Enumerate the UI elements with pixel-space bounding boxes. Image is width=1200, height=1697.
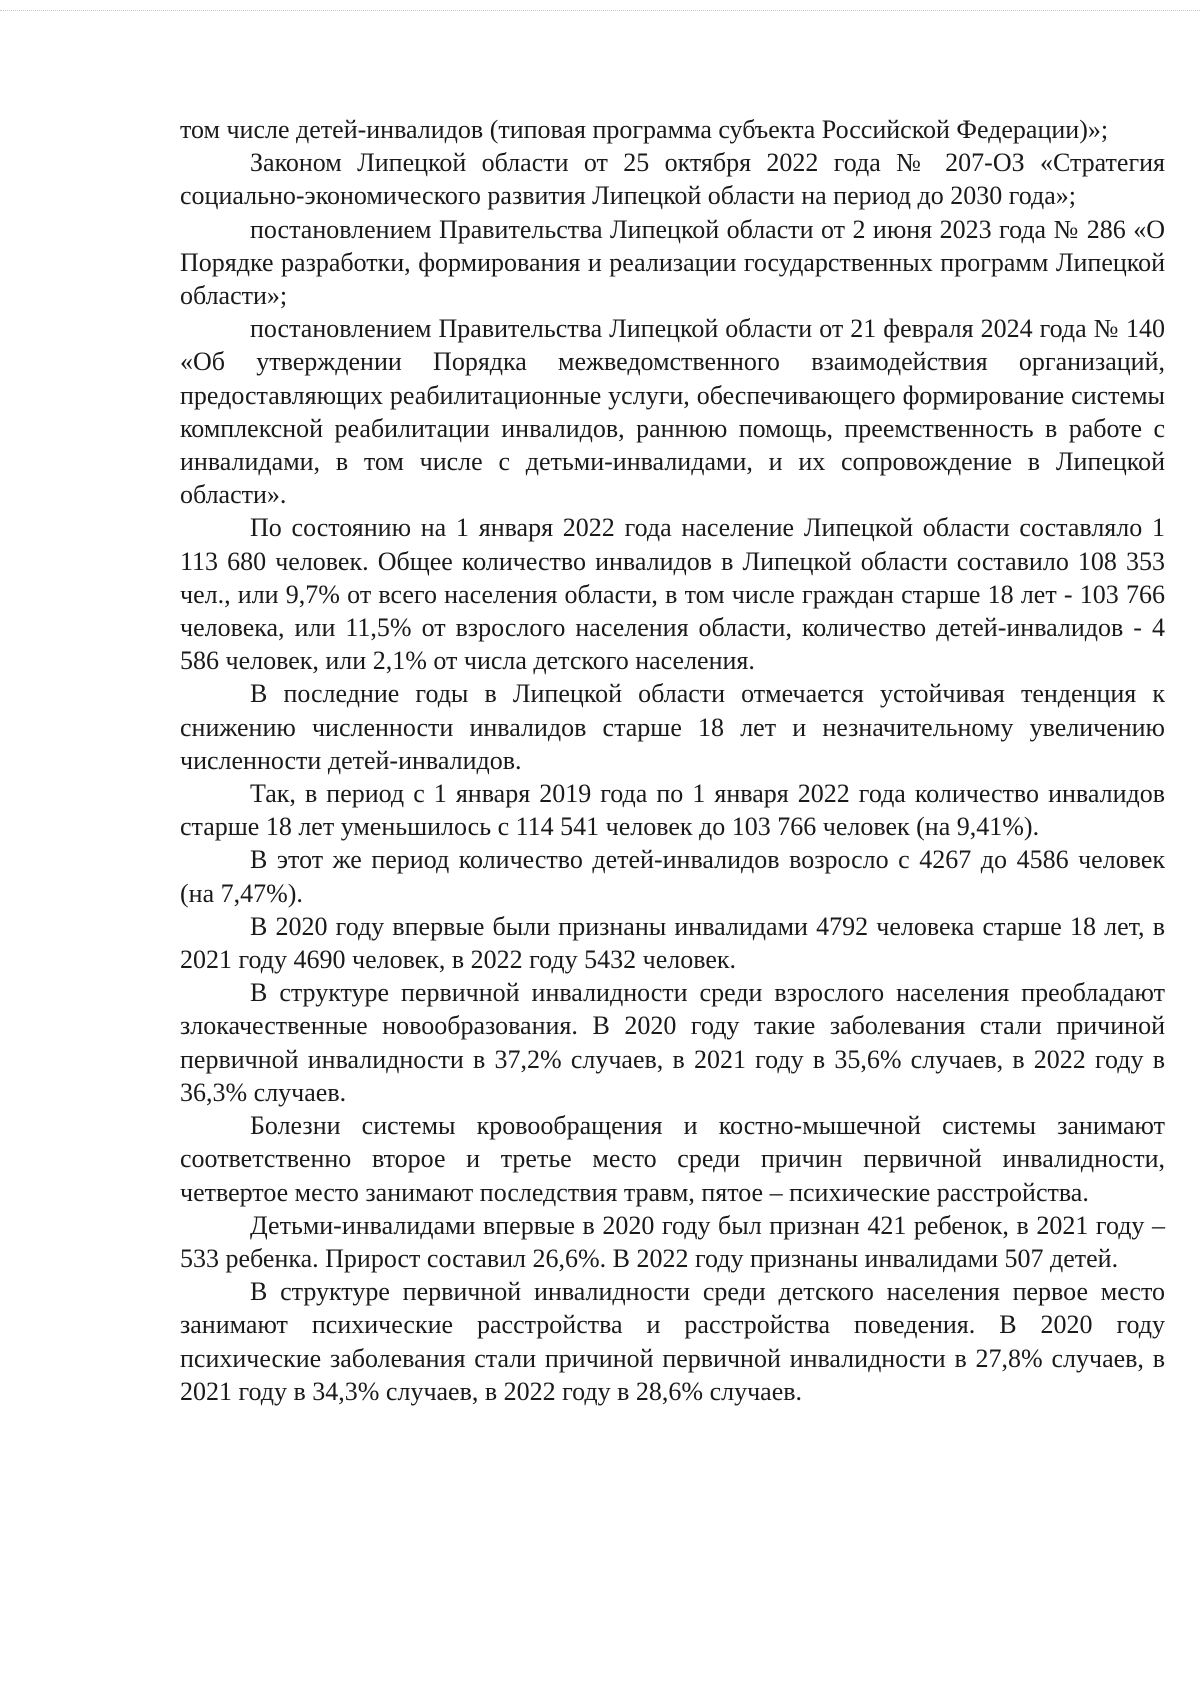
- paragraph-regional-law: Законом Липецкой области от 25 октября 2022 года № 207-ОЗ «Стратегия социально-экономического развития Липецкой области на период до 2030 года»;: [180, 148, 1165, 211]
- paragraph-adult-structure: В структуре первичной инвалидности среди взрослого населения преобладают злокачественные новообразования. В 2020 году такие заболевания стали причиной первичной инвалидности в 37,2% случаев, в 2021 году в 35,6% случаев, в 2022 году в 36,3% случаев.: [180, 978, 1165, 1107]
- paragraph-children-increase: В этот же период количество детей-инвалидов возросло с 4267 до 4586 человек (на 7,47%).: [180, 845, 1165, 908]
- paragraph-adult-decrease: Так, в период с 1 января 2019 года по 1 января 2022 года количество инвалидов старше 18 лет уменьшилось с 114 541 человек до 103 766 человек (на 9,41%).: [180, 779, 1165, 842]
- paragraph-population-stats: По состоянию на 1 января 2022 года население Липецкой области составляло 1 113 680 человек. Общее количество инвалидов в Липецкой области составило 108 353 чел., или 9,7% от всего населения области, в том числе граждан старше 18 лет - 103 766 человека, или 11,5% от взрослого населения области, количество детей-инвалидов - 4 586 человек, или 2,1% от числа детского населения.: [180, 513, 1165, 676]
- paragraph-resolution-140: постановлением Правительства Липецкой области от 21 февраля 2024 года № 140 «Об утверждении Порядка межведомственного взаимодействия организаций, предоставляющих реабилитационные услуги, обеспечивающего формирование системы комплексной реабилитации инвалидов, раннюю помощь, преемственность в работе с инвалидами, в том числе с детьми-инвалидами, и их сопровождение в Липецкой области».: [180, 314, 1165, 510]
- paragraph-children-recognized: Детьми-инвалидами впервые в 2020 году был признан 421 ребенок, в 2021 году – 533 ребенка. Прирост составил 26,6%. В 2022 году признаны инвалидами 507 детей.: [180, 1210, 1165, 1273]
- paragraph-children-structure: В структуре первичной инвалидности среди детского населения первое место занимают психические расстройства и расстройства поведения. В 2020 году психические заболевания стали причиной первичной инвалидности в 27,8% случаев, в 2021 году в 34,3% случаев, в 2022 году в 28,6% случаев.: [180, 1277, 1165, 1406]
- scan-edge-line: [0, 10, 1200, 11]
- paragraph-trend: В последние годы в Липецкой области отмечается устойчивая тенденция к снижению численности инвалидов старше 18 лет и незначительному увеличению численности детей-инвалидов.: [180, 679, 1165, 775]
- document-body: [180, 113, 1165, 1408]
- paragraph-resolution-286: постановлением Правительства Липецкой области от 2 июня 2023 года № 286 «О Порядке разработки, формирования и реализации государственных программ Липецкой области»;: [180, 214, 1165, 311]
- paragraph-continuation: том числе детей-инвалидов (типовая программа субъекта Российской Федерации)»;: [180, 115, 1109, 144]
- paragraph-first-recognized: В 2020 году впервые были признаны инвалидами 4792 человека старше 18 лет, в 2021 году 4690 человек, в 2022 году 5432 человек.: [180, 911, 1165, 975]
- paragraph-disease-ranking: Болезни системы кровообращения и костно-мышечной системы занимают соответственно второе и третье место среди причин первичной инвалидности, четвертое место занимают последствия травм, пятое – психические расстройства.: [180, 1111, 1165, 1207]
